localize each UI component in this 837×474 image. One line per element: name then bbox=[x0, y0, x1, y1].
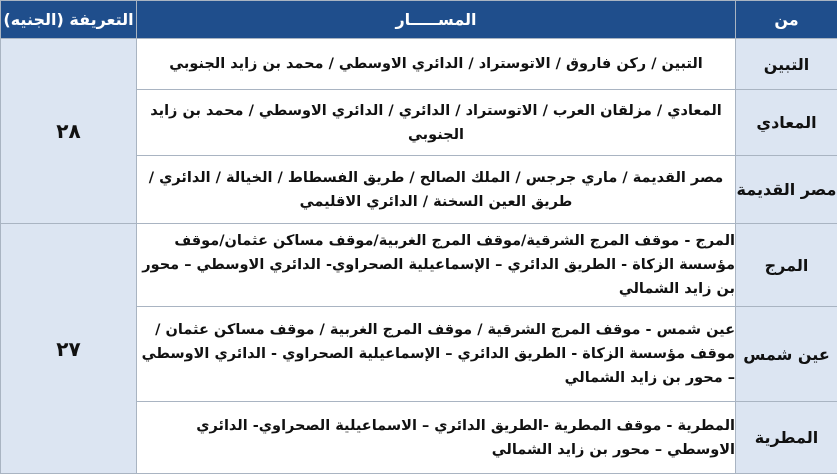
origin-cell: التبين bbox=[736, 39, 837, 90]
header-row bbox=[1, 1, 837, 39]
fare-cell: ٢٧ bbox=[1, 224, 137, 474]
origin-cell: المطرية bbox=[736, 402, 837, 474]
route-cell: عين شمس - موقف المرج الشرقية / موقف المرج الغربية / موقف مساكن عثمان / موقف مؤسسة الزكاة - الطريق الدائري – الإسماعيلية الصحراوي - الدائري الاوسطي – محور بن زايد الشمالي bbox=[137, 307, 736, 402]
origin-cell: مصر القديمة bbox=[736, 156, 837, 224]
origin-cell: عين شمس bbox=[736, 307, 837, 402]
route-cell: المطرية - موقف المطرية -الطريق الدائري – الاسماعيلية الصحراوي- الدائري الاوسطي – محور بن زايد الشمالي bbox=[137, 402, 736, 474]
table-row bbox=[1, 224, 837, 307]
fare-cell: ٢٨ bbox=[1, 39, 137, 224]
origin-cell: المعادي bbox=[736, 90, 837, 156]
route-cell: التبين / ركن فاروق / الاتوستراد / الدائري الاوسطي / محمد بن زايد الجنوبي bbox=[137, 39, 736, 90]
route-cell: المرج - موقف المرج الشرقية/موقف المرج الغربية/موقف مساكن عثمان/موقف مؤسسة الزكاة - الطريق الدائري – الإسماعيلية الصحراوي- الدائري الاوسطي – محور بن زايد الشمالي bbox=[137, 224, 736, 307]
route-cell: مصر القديمة / ماري جرجس / الملك الصالح / طريق الفسطاط / الخيالة / الدائري / طريق العين السخنة / الدائري الاقليمي bbox=[137, 156, 736, 224]
header-from: من bbox=[736, 1, 837, 39]
table-row bbox=[1, 39, 837, 90]
route-cell: المعادي / مزلقان العرب / الاتوستراد / الدائري / الدائري الاوسطي / محمد بن زايد الجنوبي bbox=[137, 90, 736, 156]
origin-cell: المرج bbox=[736, 224, 837, 307]
header-fare: التعريفة (الجنيه) bbox=[1, 1, 137, 39]
header-route: المســـــار bbox=[137, 1, 736, 39]
